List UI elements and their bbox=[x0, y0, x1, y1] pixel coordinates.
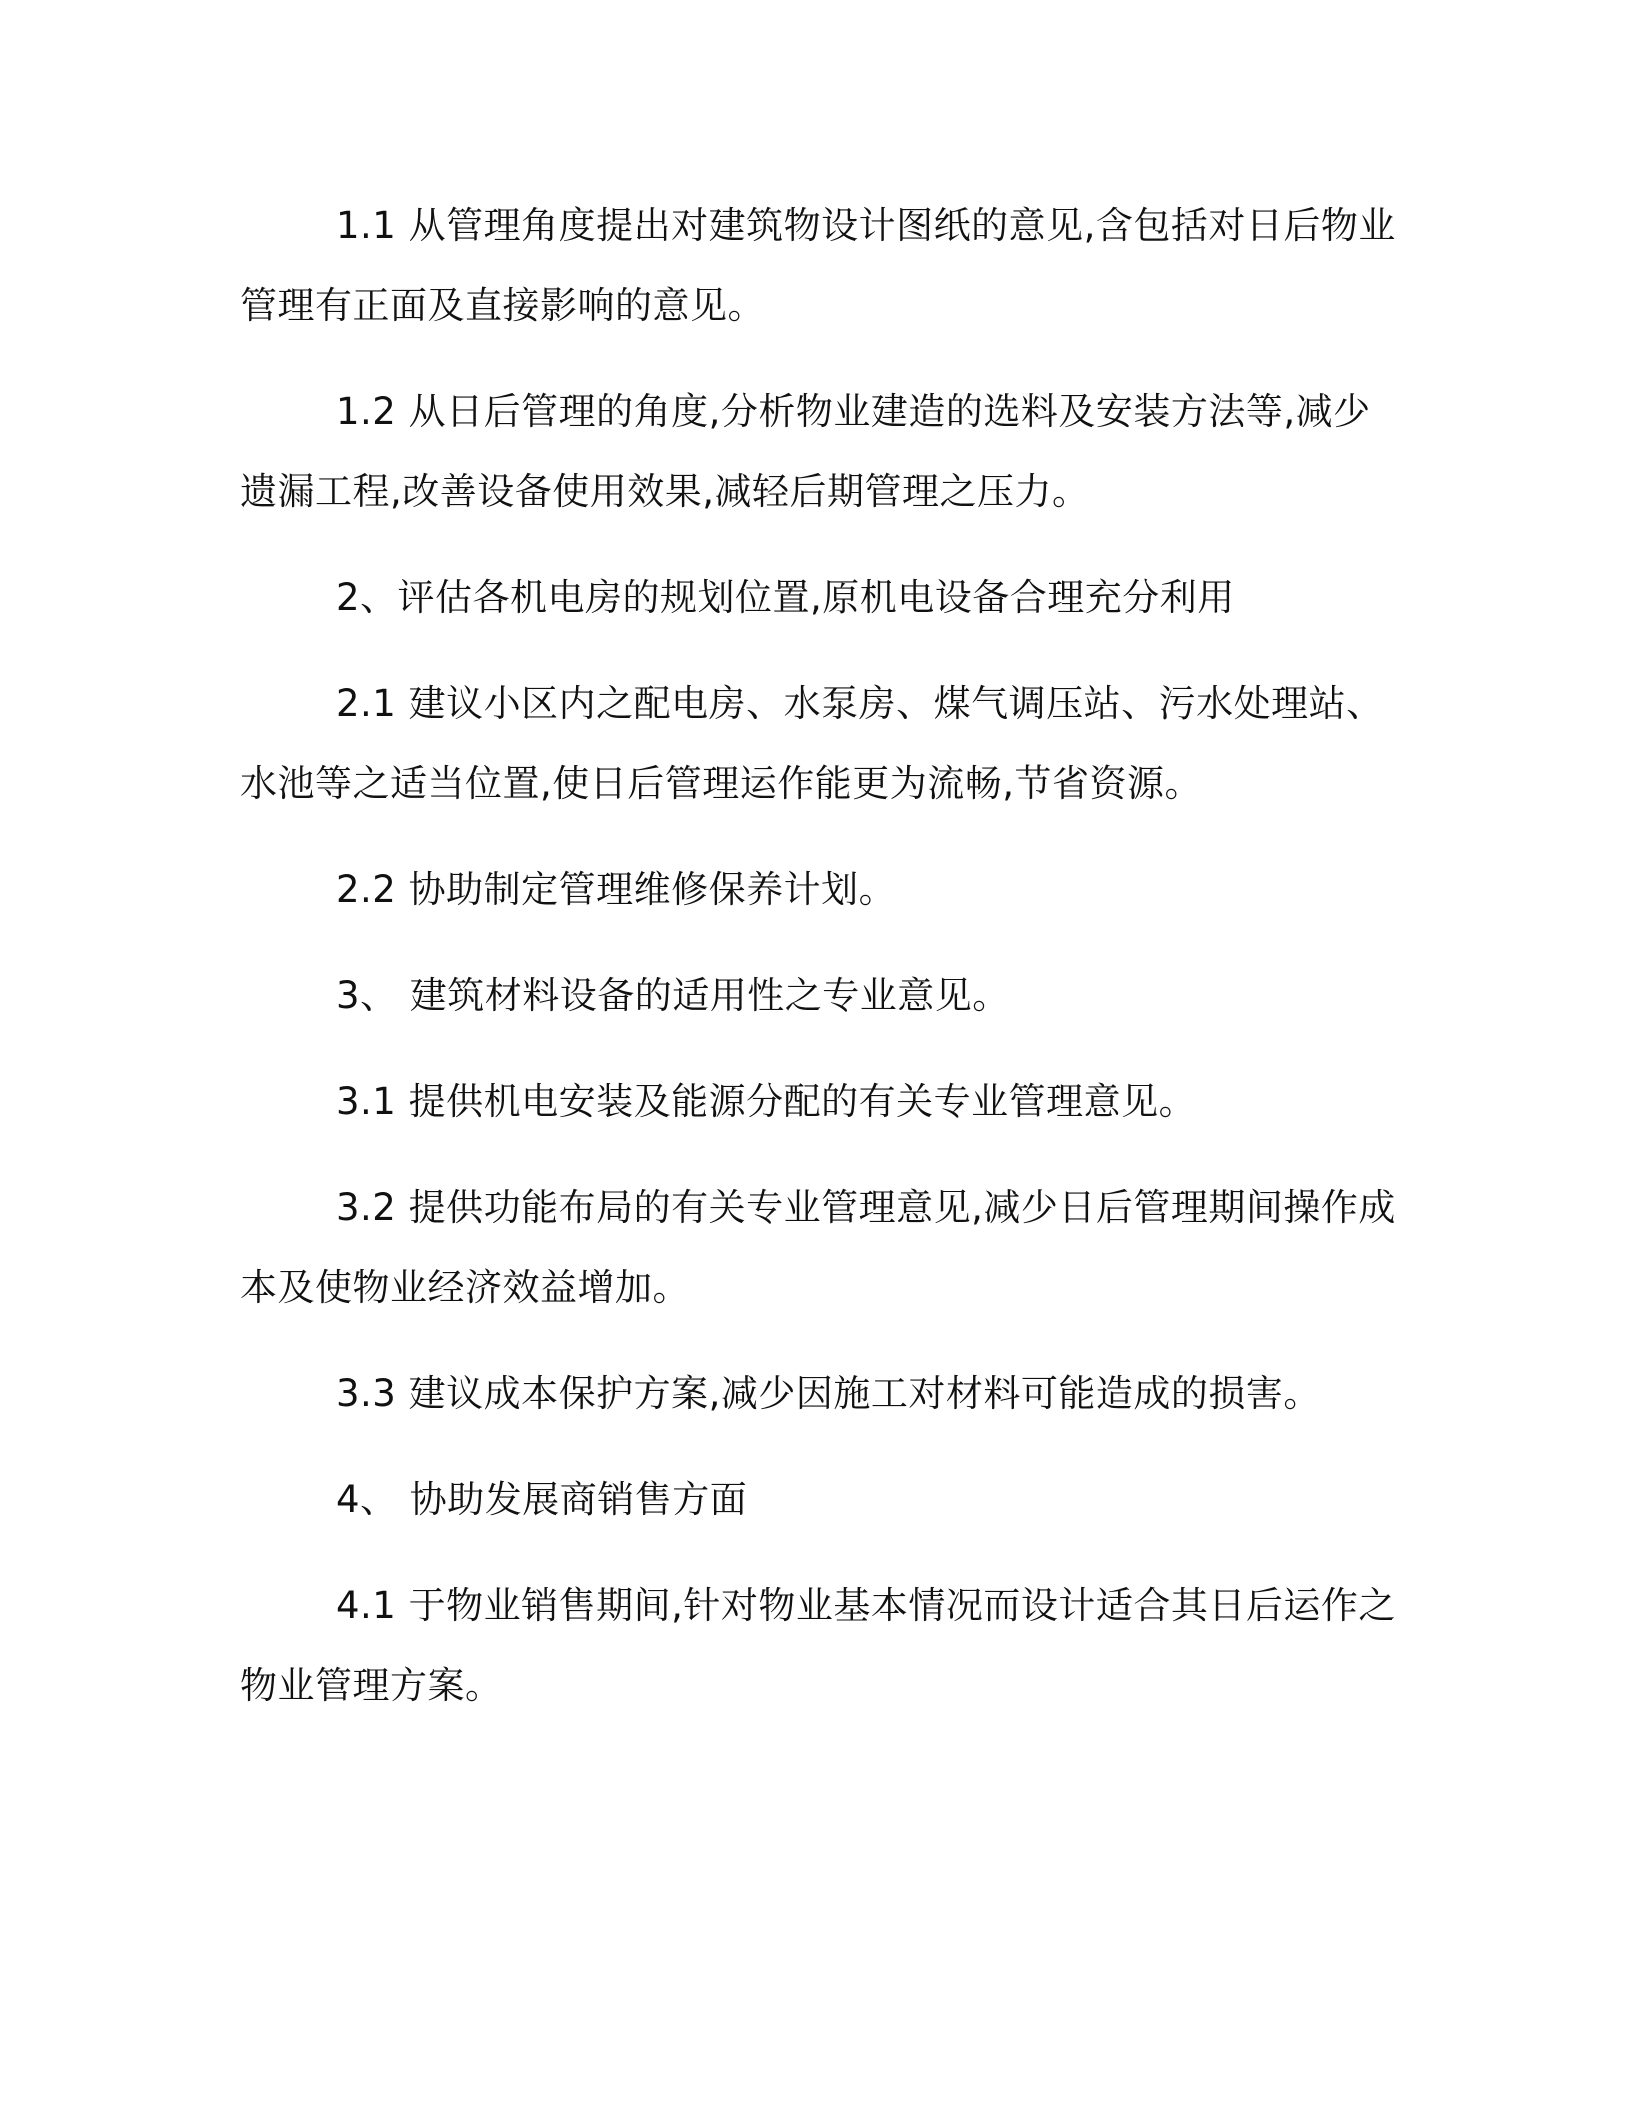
paragraph-4: 4、 协助发展商销售方面 bbox=[336, 1478, 748, 1521]
paragraph-1-2: 1.2 从日后管理的角度,分析物业建造的选料及安装方法等,减少遗漏工程,改善设备使用效果,减轻后期管理之压力。 bbox=[240, 390, 1371, 513]
paragraph-4-1: 4.1 于物业销售期间,针对物业基本情况而设计适合其日后运作之物业管理方案。 bbox=[240, 1584, 1396, 1707]
paragraph-2-1: 2.1 建议小区内之配电房、水泵房、煤气调压站、污水处理站、水池等之适当位置,使日后管理运作能更为流畅,节省资源。 bbox=[240, 682, 1384, 805]
paragraph-3-1: 3.1 提供机电安装及能源分配的有关专业管理意见。 bbox=[336, 1080, 1197, 1123]
paragraph-1-1: 1.1 从管理角度提出对建筑物设计图纸的意见,含包括对日后物业管理有正面及直接影响的意见。 bbox=[240, 204, 1396, 327]
paragraph-3-3: 3.3 建议成本保护方案,减少因施工对材料可能造成的损害。 bbox=[336, 1372, 1321, 1415]
document-page bbox=[240, 186, 1400, 1752]
paragraph-3-2: 3.2 提供功能布局的有关专业管理意见,减少日后管理期间操作成本及使物业经济效益增加。 bbox=[240, 1186, 1396, 1309]
paragraph-2-2: 2.2 协助制定管理维修保养计划。 bbox=[336, 868, 897, 911]
paragraph-3: 3、 建筑材料设备的适用性之专业意见。 bbox=[336, 974, 1010, 1017]
paragraph-2: 2、评估各机电房的规划位置,原机电设备合理充分利用 bbox=[336, 576, 1235, 619]
